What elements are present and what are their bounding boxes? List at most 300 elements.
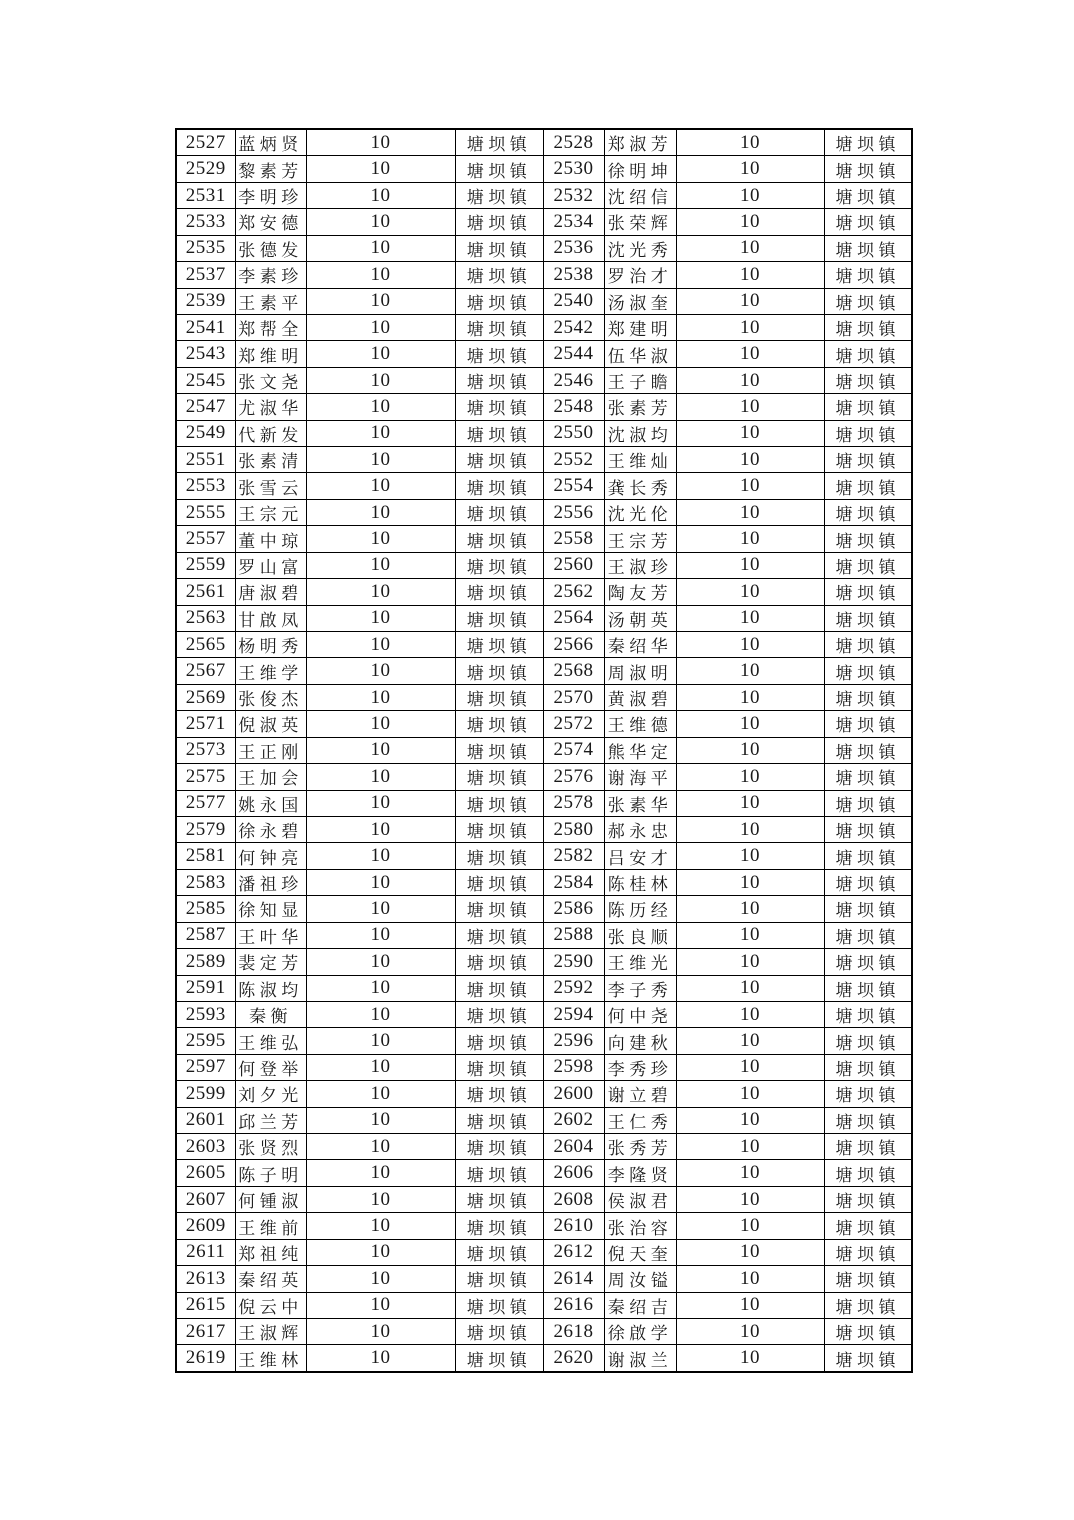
amount-cell: 10: [306, 896, 455, 922]
table-row: [176, 843, 912, 869]
name-cell: 汤朝英: [604, 605, 676, 631]
amount-cell: 10: [676, 711, 824, 737]
name-cell: 郑建明: [604, 314, 676, 340]
amount-cell: 10: [306, 790, 455, 816]
id-cell: 2614: [543, 1266, 604, 1292]
name-cell: 陈子明: [235, 1160, 306, 1186]
amount-cell: 10: [676, 1345, 824, 1372]
town-cell: 塘坝镇: [824, 552, 912, 578]
id-cell: 2543: [176, 341, 235, 367]
town-cell: 塘坝镇: [824, 1345, 912, 1372]
id-cell: 2586: [543, 896, 604, 922]
id-cell: 2617: [176, 1318, 235, 1344]
town-cell: 塘坝镇: [824, 975, 912, 1001]
id-cell: 2527: [176, 129, 235, 156]
id-cell: 2620: [543, 1345, 604, 1372]
name-cell: 王维前: [235, 1213, 306, 1239]
table-row: [176, 526, 912, 552]
town-cell: 塘坝镇: [824, 182, 912, 208]
name-cell: 秦衡: [235, 1001, 306, 1027]
amount-cell: 10: [306, 1345, 455, 1372]
name-cell: 熊华定: [604, 737, 676, 763]
amount-cell: 10: [306, 1081, 455, 1107]
roster-table: [175, 128, 913, 1373]
town-cell: 塘坝镇: [455, 394, 543, 420]
name-cell: 徐永碧: [235, 816, 306, 842]
town-cell: 塘坝镇: [455, 1266, 543, 1292]
name-cell: 张秀芳: [604, 1134, 676, 1160]
id-cell: 2605: [176, 1160, 235, 1186]
table-row: [176, 1001, 912, 1027]
name-cell: 徐知显: [235, 896, 306, 922]
id-cell: 2533: [176, 209, 235, 235]
id-cell: 2589: [176, 949, 235, 975]
town-cell: 塘坝镇: [455, 1160, 543, 1186]
town-cell: 塘坝镇: [824, 684, 912, 710]
amount-cell: 10: [676, 764, 824, 790]
amount-cell: 10: [676, 1081, 824, 1107]
town-cell: 塘坝镇: [455, 658, 543, 684]
id-cell: 2578: [543, 790, 604, 816]
name-cell: 徐啟学: [604, 1318, 676, 1344]
id-cell: 2619: [176, 1345, 235, 1372]
id-cell: 2580: [543, 816, 604, 842]
town-cell: 塘坝镇: [824, 1054, 912, 1080]
town-cell: 塘坝镇: [455, 499, 543, 525]
name-cell: 伍华淑: [604, 341, 676, 367]
amount-cell: 10: [306, 182, 455, 208]
name-cell: 罗治才: [604, 262, 676, 288]
name-cell: 李隆贤: [604, 1160, 676, 1186]
table-row: [176, 1292, 912, 1318]
name-cell: 郑帮全: [235, 314, 306, 340]
amount-cell: 10: [676, 447, 824, 473]
town-cell: 塘坝镇: [824, 1186, 912, 1212]
id-cell: 2601: [176, 1107, 235, 1133]
id-cell: 2571: [176, 711, 235, 737]
name-cell: 王维弘: [235, 1028, 306, 1054]
town-cell: 塘坝镇: [824, 420, 912, 446]
town-cell: 塘坝镇: [824, 129, 912, 156]
name-cell: 陈历经: [604, 896, 676, 922]
amount-cell: 10: [676, 658, 824, 684]
name-cell: 王子瞻: [604, 367, 676, 393]
town-cell: 塘坝镇: [455, 341, 543, 367]
roster-body: [176, 129, 912, 1372]
town-cell: 塘坝镇: [455, 1345, 543, 1372]
id-cell: 2542: [543, 314, 604, 340]
town-cell: 塘坝镇: [455, 605, 543, 631]
id-cell: 2582: [543, 843, 604, 869]
name-cell: 何中尧: [604, 1001, 676, 1027]
name-cell: 张荣辉: [604, 209, 676, 235]
id-cell: 2547: [176, 394, 235, 420]
amount-cell: 10: [676, 1239, 824, 1265]
table-row: [176, 235, 912, 261]
town-cell: 塘坝镇: [455, 1107, 543, 1133]
amount-cell: 10: [306, 420, 455, 446]
town-cell: 塘坝镇: [824, 896, 912, 922]
id-cell: 2598: [543, 1054, 604, 1080]
id-cell: 2532: [543, 182, 604, 208]
town-cell: 塘坝镇: [824, 790, 912, 816]
id-cell: 2604: [543, 1134, 604, 1160]
id-cell: 2591: [176, 975, 235, 1001]
id-cell: 2603: [176, 1134, 235, 1160]
table-row: [176, 764, 912, 790]
id-cell: 2579: [176, 816, 235, 842]
name-cell: 张雪云: [235, 473, 306, 499]
amount-cell: 10: [676, 1134, 824, 1160]
table-row: [176, 473, 912, 499]
name-cell: 张良顺: [604, 922, 676, 948]
town-cell: 塘坝镇: [455, 473, 543, 499]
amount-cell: 10: [306, 288, 455, 314]
amount-cell: 10: [676, 182, 824, 208]
town-cell: 塘坝镇: [824, 1318, 912, 1344]
id-cell: 2566: [543, 632, 604, 658]
table-row: [176, 1134, 912, 1160]
id-cell: 2549: [176, 420, 235, 446]
town-cell: 塘坝镇: [824, 869, 912, 895]
town-cell: 塘坝镇: [824, 447, 912, 473]
id-cell: 2573: [176, 737, 235, 763]
amount-cell: 10: [676, 367, 824, 393]
town-cell: 塘坝镇: [455, 1001, 543, 1027]
name-cell: 唐淑碧: [235, 579, 306, 605]
name-cell: 龚长秀: [604, 473, 676, 499]
amount-cell: 10: [676, 684, 824, 710]
id-cell: 2577: [176, 790, 235, 816]
id-cell: 2550: [543, 420, 604, 446]
id-cell: 2548: [543, 394, 604, 420]
table-row: [176, 1160, 912, 1186]
town-cell: 塘坝镇: [824, 1266, 912, 1292]
amount-cell: 10: [306, 367, 455, 393]
name-cell: 郑祖纯: [235, 1239, 306, 1265]
table-row: [176, 632, 912, 658]
name-cell: 邱兰芳: [235, 1107, 306, 1133]
name-cell: 秦绍华: [604, 632, 676, 658]
table-row: [176, 394, 912, 420]
town-cell: 塘坝镇: [455, 1239, 543, 1265]
table-row: [176, 1186, 912, 1212]
amount-cell: 10: [306, 156, 455, 182]
town-cell: 塘坝镇: [455, 1054, 543, 1080]
table-row: [176, 975, 912, 1001]
name-cell: 谢立碧: [604, 1081, 676, 1107]
amount-cell: 10: [306, 1292, 455, 1318]
amount-cell: 10: [676, 1292, 824, 1318]
id-cell: 2564: [543, 605, 604, 631]
town-cell: 塘坝镇: [455, 1213, 543, 1239]
town-cell: 塘坝镇: [455, 1292, 543, 1318]
town-cell: 塘坝镇: [455, 314, 543, 340]
name-cell: 王宗芳: [604, 526, 676, 552]
amount-cell: 10: [306, 314, 455, 340]
name-cell: 王叶华: [235, 922, 306, 948]
id-cell: 2552: [543, 447, 604, 473]
town-cell: 塘坝镇: [455, 552, 543, 578]
town-cell: 塘坝镇: [824, 209, 912, 235]
id-cell: 2534: [543, 209, 604, 235]
id-cell: 2615: [176, 1292, 235, 1318]
amount-cell: 10: [306, 684, 455, 710]
town-cell: 塘坝镇: [824, 262, 912, 288]
amount-cell: 10: [676, 420, 824, 446]
name-cell: 王正刚: [235, 737, 306, 763]
amount-cell: 10: [306, 949, 455, 975]
table-row: [176, 1345, 912, 1372]
town-cell: 塘坝镇: [824, 949, 912, 975]
name-cell: 王维德: [604, 711, 676, 737]
id-cell: 2618: [543, 1318, 604, 1344]
amount-cell: 10: [676, 1107, 824, 1133]
town-cell: 塘坝镇: [455, 1028, 543, 1054]
table-row: [176, 711, 912, 737]
id-cell: 2600: [543, 1081, 604, 1107]
id-cell: 2585: [176, 896, 235, 922]
town-cell: 塘坝镇: [455, 737, 543, 763]
table-row: [176, 499, 912, 525]
town-cell: 塘坝镇: [455, 949, 543, 975]
amount-cell: 10: [676, 949, 824, 975]
town-cell: 塘坝镇: [455, 235, 543, 261]
table-row: [176, 684, 912, 710]
amount-cell: 10: [676, 209, 824, 235]
name-cell: 姚永国: [235, 790, 306, 816]
name-cell: 王素平: [235, 288, 306, 314]
town-cell: 塘坝镇: [455, 447, 543, 473]
amount-cell: 10: [676, 922, 824, 948]
id-cell: 2529: [176, 156, 235, 182]
id-cell: 2581: [176, 843, 235, 869]
amount-cell: 10: [676, 1318, 824, 1344]
town-cell: 塘坝镇: [824, 816, 912, 842]
town-cell: 塘坝镇: [824, 314, 912, 340]
name-cell: 杨明秀: [235, 632, 306, 658]
name-cell: 张素清: [235, 447, 306, 473]
town-cell: 塘坝镇: [824, 1213, 912, 1239]
id-cell: 2531: [176, 182, 235, 208]
table-row: [176, 182, 912, 208]
name-cell: 李子秀: [604, 975, 676, 1001]
town-cell: 塘坝镇: [455, 711, 543, 737]
amount-cell: 10: [676, 314, 824, 340]
id-cell: 2574: [543, 737, 604, 763]
id-cell: 2606: [543, 1160, 604, 1186]
id-cell: 2587: [176, 922, 235, 948]
amount-cell: 10: [676, 288, 824, 314]
table-row: [176, 1239, 912, 1265]
id-cell: 2572: [543, 711, 604, 737]
town-cell: 塘坝镇: [824, 737, 912, 763]
id-cell: 2556: [543, 499, 604, 525]
id-cell: 2567: [176, 658, 235, 684]
town-cell: 塘坝镇: [824, 341, 912, 367]
name-cell: 黎素芳: [235, 156, 306, 182]
town-cell: 塘坝镇: [824, 1107, 912, 1133]
town-cell: 塘坝镇: [455, 790, 543, 816]
amount-cell: 10: [676, 896, 824, 922]
amount-cell: 10: [676, 394, 824, 420]
id-cell: 2588: [543, 922, 604, 948]
amount-cell: 10: [306, 869, 455, 895]
town-cell: 塘坝镇: [824, 922, 912, 948]
name-cell: 倪淑英: [235, 711, 306, 737]
name-cell: 张俊杰: [235, 684, 306, 710]
id-cell: 2565: [176, 632, 235, 658]
name-cell: 沈光伦: [604, 499, 676, 525]
table-row: [176, 896, 912, 922]
id-cell: 2599: [176, 1081, 235, 1107]
table-row: [176, 1318, 912, 1344]
amount-cell: 10: [306, 1107, 455, 1133]
town-cell: 塘坝镇: [824, 632, 912, 658]
id-cell: 2613: [176, 1266, 235, 1292]
town-cell: 塘坝镇: [824, 235, 912, 261]
amount-cell: 10: [306, 975, 455, 1001]
name-cell: 李秀珍: [604, 1054, 676, 1080]
amount-cell: 10: [306, 922, 455, 948]
table-row: [176, 420, 912, 446]
amount-cell: 10: [306, 1134, 455, 1160]
name-cell: 何登举: [235, 1054, 306, 1080]
name-cell: 秦绍吉: [604, 1292, 676, 1318]
town-cell: 塘坝镇: [455, 684, 543, 710]
amount-cell: 10: [676, 1054, 824, 1080]
id-cell: 2616: [543, 1292, 604, 1318]
table-row: [176, 922, 912, 948]
town-cell: 塘坝镇: [455, 632, 543, 658]
id-cell: 2541: [176, 314, 235, 340]
table-row: [176, 314, 912, 340]
id-cell: 2593: [176, 1001, 235, 1027]
amount-cell: 10: [676, 975, 824, 1001]
amount-cell: 10: [306, 1160, 455, 1186]
name-cell: 王维光: [604, 949, 676, 975]
name-cell: 黄淑碧: [604, 684, 676, 710]
amount-cell: 10: [676, 129, 824, 156]
town-cell: 塘坝镇: [824, 499, 912, 525]
name-cell: 谢淑兰: [604, 1345, 676, 1372]
town-cell: 塘坝镇: [824, 473, 912, 499]
amount-cell: 10: [306, 737, 455, 763]
amount-cell: 10: [676, 579, 824, 605]
id-cell: 2594: [543, 1001, 604, 1027]
amount-cell: 10: [306, 129, 455, 156]
table-row: [176, 579, 912, 605]
town-cell: 塘坝镇: [455, 182, 543, 208]
name-cell: 董中琼: [235, 526, 306, 552]
name-cell: 王维灿: [604, 447, 676, 473]
name-cell: 郝永忠: [604, 816, 676, 842]
name-cell: 潘祖珍: [235, 869, 306, 895]
town-cell: 塘坝镇: [455, 420, 543, 446]
town-cell: 塘坝镇: [455, 129, 543, 156]
amount-cell: 10: [676, 605, 824, 631]
name-cell: 张素芳: [604, 394, 676, 420]
table-row: [176, 129, 912, 156]
table-row: [176, 816, 912, 842]
name-cell: 秦绍英: [235, 1266, 306, 1292]
amount-cell: 10: [306, 1266, 455, 1292]
town-cell: 塘坝镇: [824, 1160, 912, 1186]
table-row: [176, 1054, 912, 1080]
town-cell: 塘坝镇: [824, 288, 912, 314]
name-cell: 郑淑芳: [604, 129, 676, 156]
town-cell: 塘坝镇: [455, 579, 543, 605]
amount-cell: 10: [306, 816, 455, 842]
table-row: [176, 367, 912, 393]
name-cell: 徐明坤: [604, 156, 676, 182]
name-cell: 倪云中: [235, 1292, 306, 1318]
amount-cell: 10: [306, 843, 455, 869]
name-cell: 王维学: [235, 658, 306, 684]
id-cell: 2528: [543, 129, 604, 156]
table-row: [176, 552, 912, 578]
town-cell: 塘坝镇: [455, 1081, 543, 1107]
town-cell: 塘坝镇: [824, 394, 912, 420]
town-cell: 塘坝镇: [455, 922, 543, 948]
name-cell: 沈绍信: [604, 182, 676, 208]
town-cell: 塘坝镇: [824, 1292, 912, 1318]
amount-cell: 10: [676, 156, 824, 182]
amount-cell: 10: [306, 394, 455, 420]
id-cell: 2546: [543, 367, 604, 393]
id-cell: 2558: [543, 526, 604, 552]
town-cell: 塘坝镇: [455, 1318, 543, 1344]
name-cell: 汤淑奎: [604, 288, 676, 314]
town-cell: 塘坝镇: [824, 367, 912, 393]
name-cell: 刘夕光: [235, 1081, 306, 1107]
name-cell: 裴定芳: [235, 949, 306, 975]
name-cell: 侯淑君: [604, 1186, 676, 1212]
amount-cell: 10: [676, 526, 824, 552]
town-cell: 塘坝镇: [824, 1239, 912, 1265]
id-cell: 2570: [543, 684, 604, 710]
name-cell: 何锺淑: [235, 1186, 306, 1212]
id-cell: 2538: [543, 262, 604, 288]
name-cell: 张治容: [604, 1213, 676, 1239]
amount-cell: 10: [676, 552, 824, 578]
id-cell: 2597: [176, 1054, 235, 1080]
table-row: [176, 869, 912, 895]
id-cell: 2568: [543, 658, 604, 684]
id-cell: 2551: [176, 447, 235, 473]
table-row: [176, 341, 912, 367]
amount-cell: 10: [306, 499, 455, 525]
id-cell: 2576: [543, 764, 604, 790]
name-cell: 李素珍: [235, 262, 306, 288]
id-cell: 2544: [543, 341, 604, 367]
town-cell: 塘坝镇: [824, 526, 912, 552]
amount-cell: 10: [306, 447, 455, 473]
town-cell: 塘坝镇: [455, 764, 543, 790]
id-cell: 2592: [543, 975, 604, 1001]
table-row: [176, 447, 912, 473]
town-cell: 塘坝镇: [824, 843, 912, 869]
table-row: [176, 209, 912, 235]
name-cell: 王仁秀: [604, 1107, 676, 1133]
town-cell: 塘坝镇: [455, 1134, 543, 1160]
name-cell: 陶友芳: [604, 579, 676, 605]
town-cell: 塘坝镇: [824, 764, 912, 790]
amount-cell: 10: [306, 262, 455, 288]
name-cell: 代新发: [235, 420, 306, 446]
table-row: [176, 737, 912, 763]
name-cell: 王淑珍: [604, 552, 676, 578]
